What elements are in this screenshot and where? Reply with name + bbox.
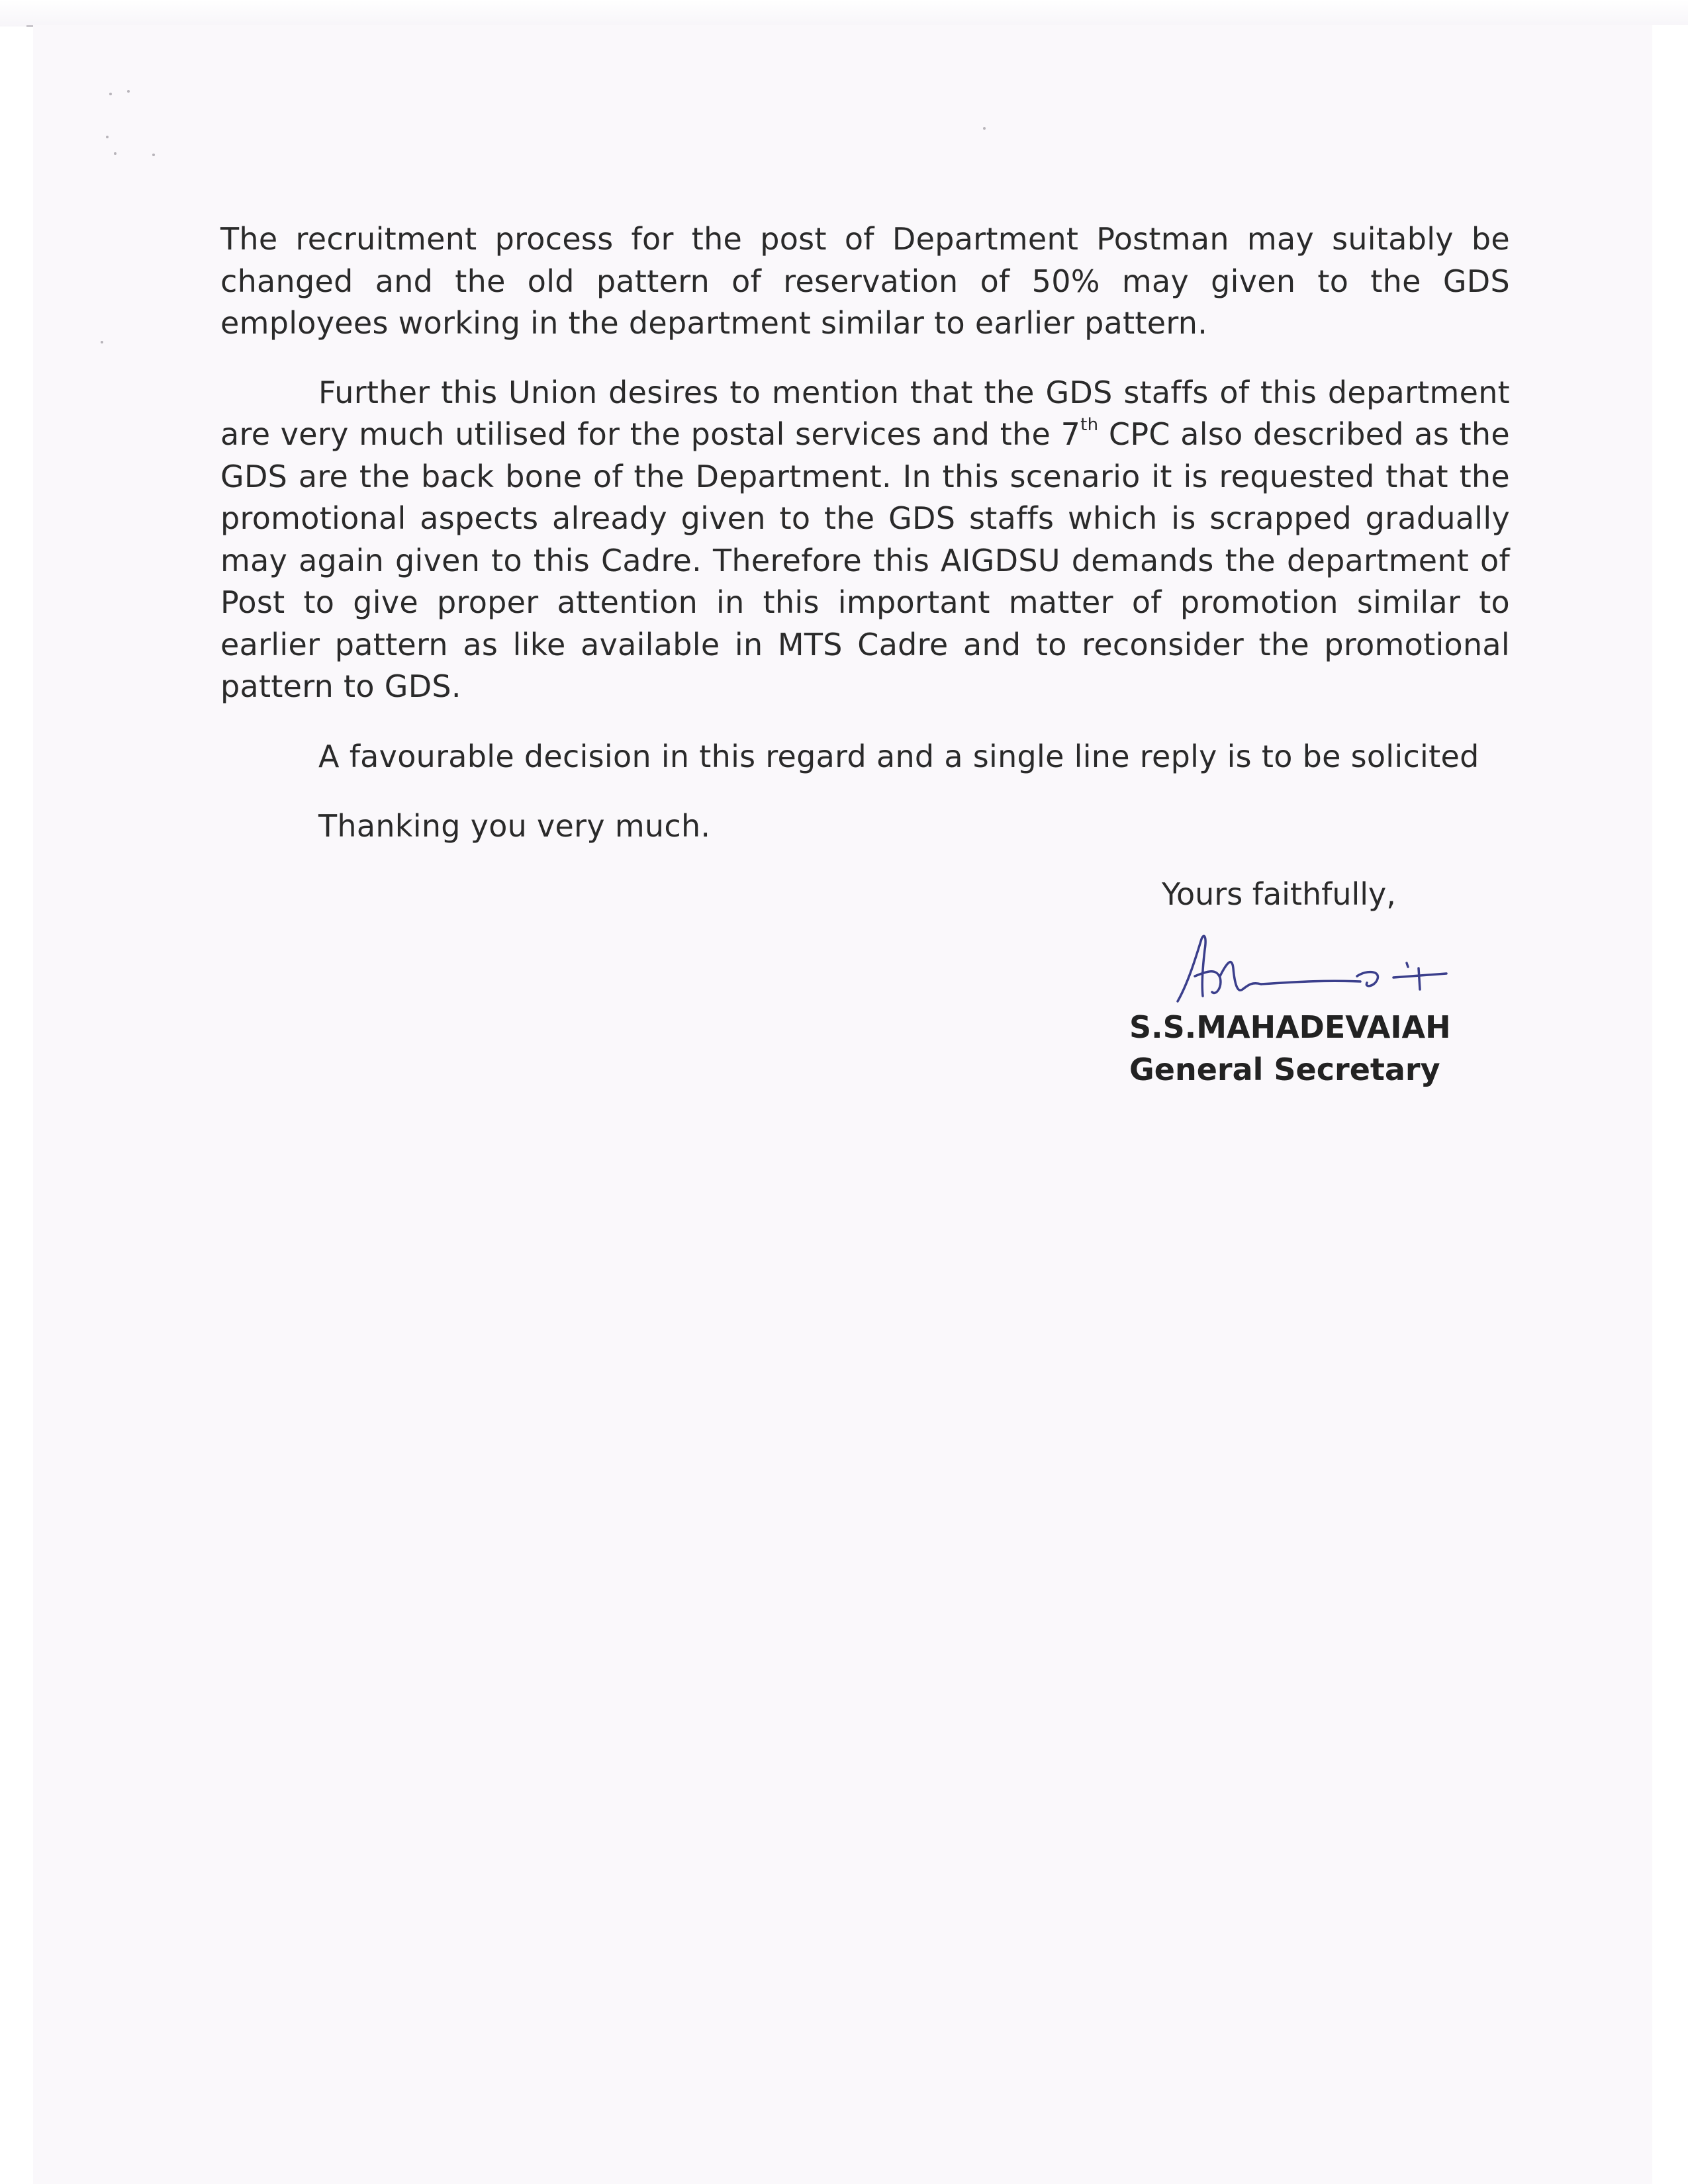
scan-speck bbox=[106, 136, 109, 138]
letter-body bbox=[220, 218, 1510, 848]
scan-speck bbox=[109, 93, 112, 95]
scan-top-edge bbox=[0, 0, 1688, 26]
signatory-block bbox=[1129, 1006, 1451, 1091]
scan-right-edge bbox=[1652, 25, 1688, 2184]
scan-speck bbox=[114, 152, 117, 155]
signatory-title: General Secretary bbox=[1129, 1052, 1440, 1087]
paragraph-thanks: Thanking you very much. bbox=[318, 808, 711, 844]
paragraph-recruitment: The recruitment process for the post of Department Postman may suitably be changed and the old pattern of reservation of 50% may given to the GDS employees working in the department similar to earlier pattern. bbox=[220, 221, 1510, 341]
handwritten-signature bbox=[1168, 930, 1460, 1009]
scan-speck bbox=[983, 127, 986, 130]
ordinal-superscript: th bbox=[1080, 414, 1099, 435]
paragraph-request: A favourable decision in this regard and a single line reply is to be solicited bbox=[318, 738, 1479, 774]
signatory-name: S.S.MAHADEVAIAH bbox=[1129, 1009, 1451, 1045]
paragraph-promotion bbox=[220, 372, 1510, 708]
scan-speck bbox=[101, 341, 103, 343]
paragraph-promotion-part1: Further this Union desires to mention that the GDS staffs of this department are very much utilised for the postal services and the 7 bbox=[220, 374, 1510, 452]
scan-speck bbox=[127, 90, 130, 93]
closing-salutation: Yours faithfully, bbox=[1162, 876, 1396, 912]
scan-speck bbox=[152, 154, 155, 156]
paragraph-promotion-part2: CPC also described as the GDS are the back bone of the Department. In this scenario it is requested that the promotional aspects already given to the GDS staffs which is scrapped gradually may again given to this Cadre. Therefore this AIGDSU demands the department of Post to give proper attention in this important matter of promotion similar to earlier pattern as like available in MTS Cadre and to reconsider the promotional pattern to GDS. bbox=[220, 416, 1510, 704]
